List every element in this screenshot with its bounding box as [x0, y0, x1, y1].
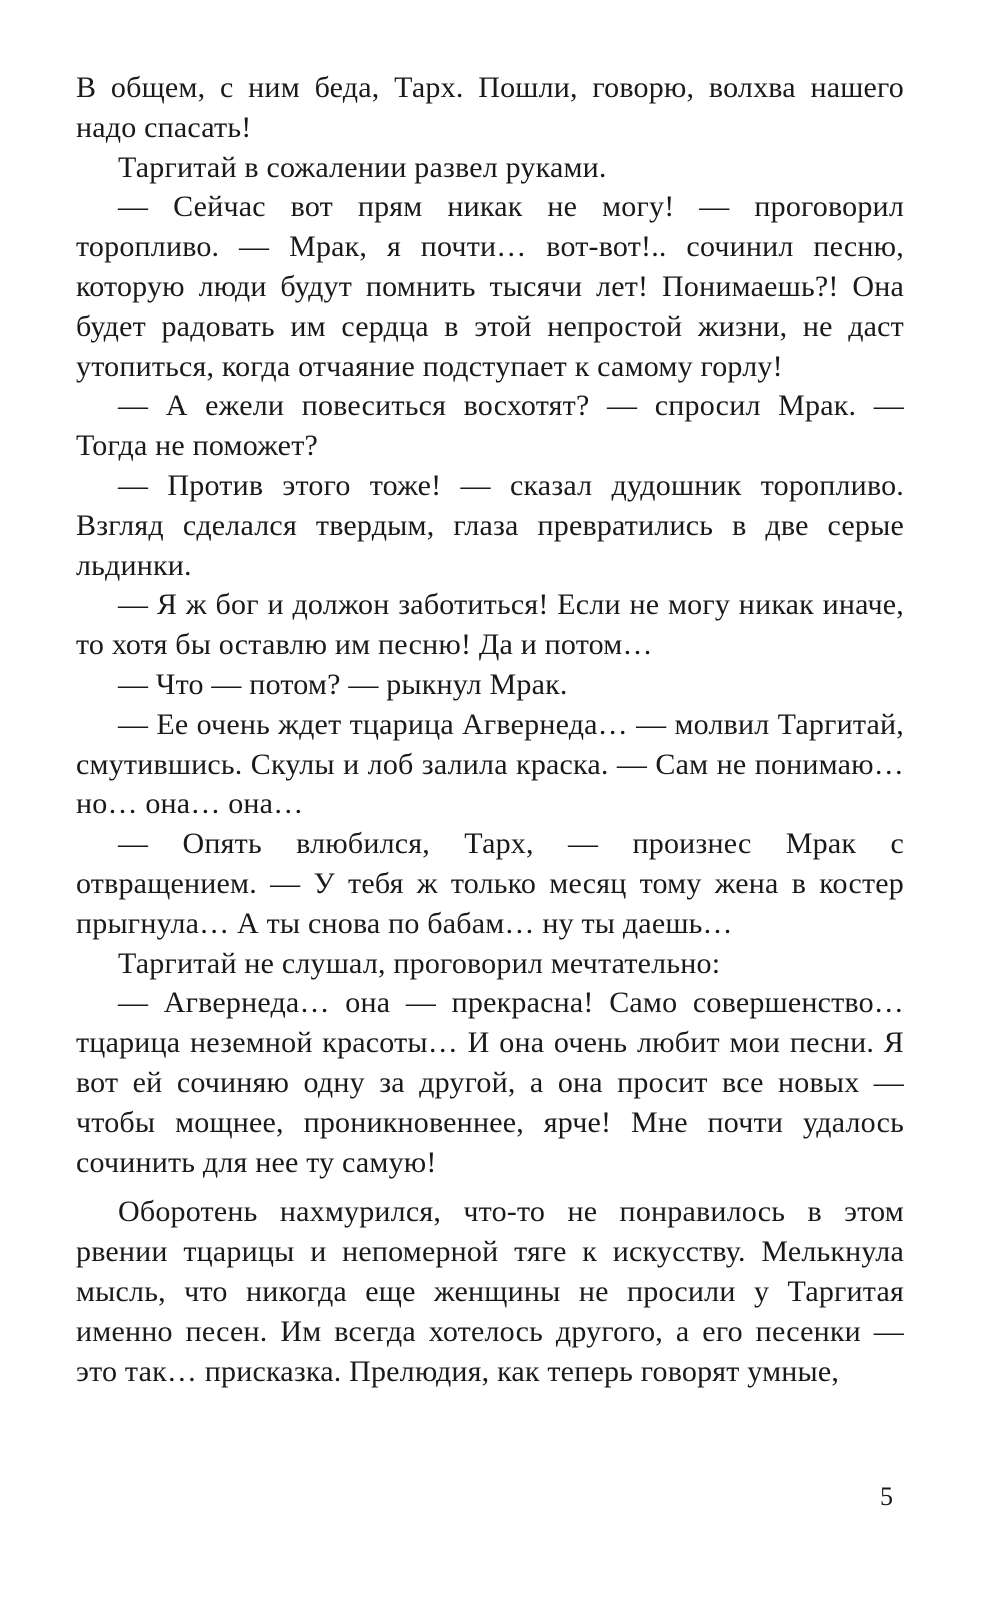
- page-body: [76, 68, 904, 1391]
- paragraph: Таргитай в сожалении развел руками.: [118, 150, 607, 184]
- paragraph: — Опять влюбился, Тарх, — произнес Мрак с отвращением. — У тебя ж только месяц тому жена в костер прыгнула… А ты снова по бабам… ну ты даешь…: [76, 827, 904, 940]
- paragraph: — Против этого тоже! — сказал дудошник торопливо. Взгляд сделался твердым, глаза превратились в две серые льдинки.: [76, 468, 904, 582]
- page-number: 5: [880, 1482, 893, 1511]
- paragraph: Таргитай не слушал, проговорил мечтательно:: [118, 946, 721, 980]
- paragraph: — А ежели повеситься восхотят? — спросил Мрак. — Тогда не поможет?: [76, 389, 904, 463]
- paragraph: — Я ж бог и должон заботиться! Если не могу никак иначе, то хотя бы оставлю им песню! Да и потом…: [76, 588, 904, 662]
- paragraph: В общем, с ним беда, Тарх. Пошли, говорю, волхва нашего надо спасать!: [76, 71, 904, 144]
- paragraph: — Агвернеда… она — прекрасна! Само совершенство… тцарица неземной красоты… И она очень любит мои песни. Я вот ей сочиняю одну за другой, а она просит все новых — чтобы мощнее, проникновеннее, ярче! Мне почти удалось сочинить для нее ту самую!: [76, 986, 904, 1179]
- paragraph: — Что — потом? — рыкнул Мрак.: [118, 667, 568, 701]
- paragraph: — Ее очень ждет тцарица Агвернеда… — молвил Таргитай, смутившись. Скулы и лоб залила краска. — Сам не понимаю… но… она… она…: [76, 707, 904, 821]
- paragraph: — Сейчас вот прям никак не могу! — проговорил торопливо. — Мрак, я почти… вот-вот!.. сочинил песню, которую люди будут помнить тысячи лет! Понимаешь?! Она будет радовать им сердца в этой непростой жизни, не даст утопиться, когда отчаяние подступает к самому горлу!: [76, 190, 904, 383]
- paragraph: Оборотень нахмурился, что-то не понравилось в этом рвении тцарицы и непомерной тяге к искусству. Мелькнула мысль, что никогда еще женщины не просили у Таргитая именно песен. Им всегда хотелось другого, а его песенки — это так… присказка. Прелюдия, как теперь говорят умные,: [76, 1195, 904, 1388]
